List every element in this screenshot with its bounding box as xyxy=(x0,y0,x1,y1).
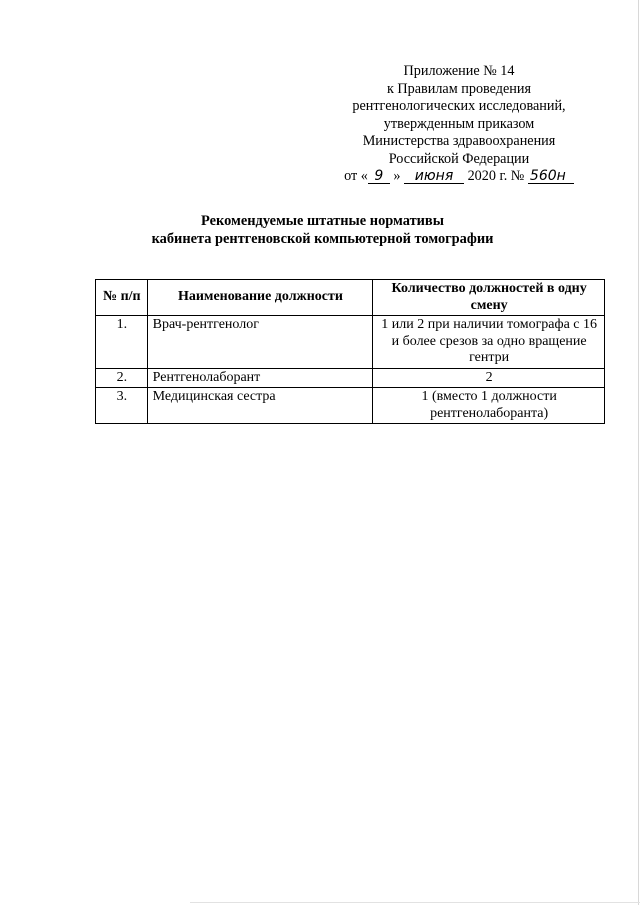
appendix-ministry: Министерства здравоохранения xyxy=(362,133,556,149)
row-count: 1 (вместо 1 должности рентгенолаборанта) xyxy=(373,388,605,424)
table-row xyxy=(96,368,605,388)
scan-edge-bottom xyxy=(190,902,640,903)
appendix-research-ref: рентгенологических исследований, xyxy=(352,98,566,114)
header-position-name: Наименование должности xyxy=(147,280,373,316)
table-header-row xyxy=(96,280,605,316)
title-line-2: кабинета рентгеновской компьютерной томографии xyxy=(151,231,494,247)
row-position-name: Рентгенолаборант xyxy=(147,368,373,388)
year-text: 2020 г. № xyxy=(467,168,525,184)
row-position-name: Медицинская сестра xyxy=(147,388,373,424)
appendix-rules-ref: к Правилам проведения xyxy=(386,80,531,97)
staffing-table xyxy=(95,279,605,424)
title-line-1: Рекомендуемые штатные нормативы xyxy=(201,213,444,229)
header-count: Количество должностей в одну смену xyxy=(373,280,605,316)
handwritten-order-number: 560н xyxy=(528,169,574,184)
date-prefix: от « xyxy=(344,168,368,184)
appendix-approved: утвержденным приказом xyxy=(383,115,535,132)
handwritten-day: 9 xyxy=(368,169,390,184)
row-num: 3. xyxy=(96,388,148,424)
table-row xyxy=(96,316,605,369)
order-date-line xyxy=(330,168,588,186)
row-position-name: Врач-рентгенолог xyxy=(147,316,373,369)
row-count: 2 xyxy=(373,368,605,388)
row-num: 1. xyxy=(96,316,148,369)
row-count: 1 или 2 при наличии томографа с 16 и более срезов за одно вращение гентри xyxy=(373,316,605,369)
appendix-header xyxy=(330,63,588,186)
appendix-federation: Российской Федерации xyxy=(388,150,530,167)
table-row xyxy=(96,388,605,424)
appendix-number: Приложение № 14 xyxy=(403,63,515,79)
header-num: № п/п xyxy=(96,280,148,316)
handwritten-month: июня xyxy=(404,169,464,184)
document-title xyxy=(100,212,545,248)
scan-edge-right xyxy=(638,0,639,905)
row-num: 2. xyxy=(96,368,148,388)
date-mid: » xyxy=(393,168,401,184)
